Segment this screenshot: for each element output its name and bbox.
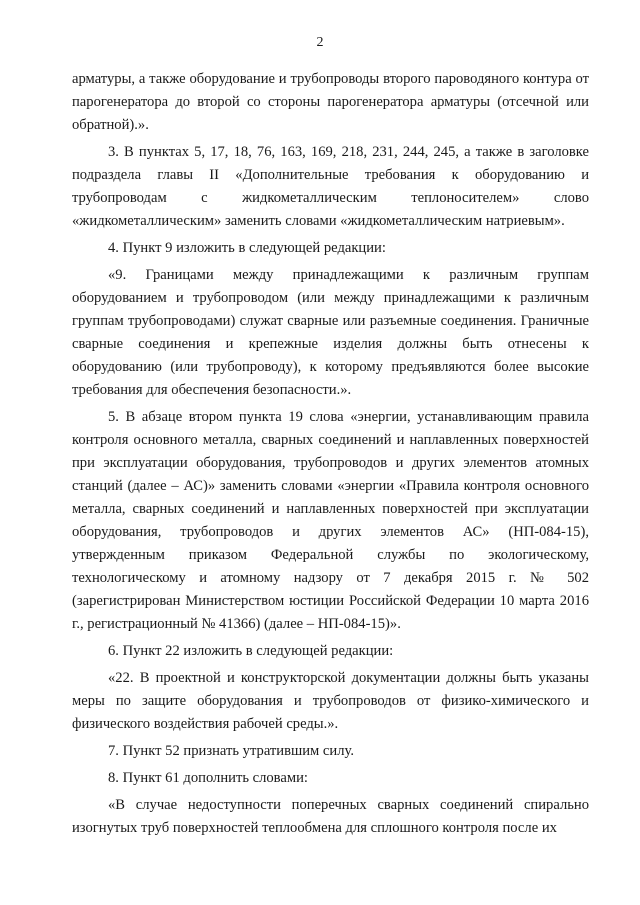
page-number: 2 (316, 35, 324, 50)
paragraph-item-6: 6. Пункт 22 изложить в следующей редакции: (108, 643, 394, 659)
paragraph-item-4: 4. Пункт 9 изложить в следующей редакции: (108, 240, 386, 256)
paragraph-quote-22: «22. В проектной и конструкторской документации должны быть указаны меры по защите оборудования и трубопроводов от физико-химического и физического воздействия рабочей среды.». (72, 670, 589, 732)
document-body (72, 68, 589, 840)
paragraph-item-5: 5. В абзаце втором пункта 19 слова «энергии, устанавливающим правила контроля основного металла, сварных соединений и наплавленных поверхностей при эксплуатации оборудования, трубопроводов и других элементов атомных станций (далее – АС)» заменить словами «энергии «Правила контроля основного металла, сварных соединений и наплавленных поверхностей при эксплуатации оборудования, трубопроводов и других элементов АС» (НП-084-15), утвержденным приказом Федеральной службы по экологическому, технологическому и атомному надзору от 7 декабря 2015 г. № 502 (зарегистрирован Министерством юстиции Российской Федерации 10 марта 2016 г., регистрационный № 41366) (далее – НП-084-15)». (72, 409, 589, 632)
paragraph-item-7: 7. Пункт 52 признать утратившим силу. (108, 743, 354, 759)
paragraph-quote-61: «В случае недоступности поперечных сварных соединений спирально изогнутых труб поверхностей теплообмена для сплошного контроля после их (72, 797, 589, 836)
paragraph-item-3: 3. В пунктах 5, 17, 18, 76, 163, 169, 218, 231, 244, 245, а также в заголовке подраздела главы II «Дополнительные требования к оборудованию и трубопроводам с жидкометаллическим теплоносителем» слово «жидкометаллическим» заменить словами «жидкометаллическим натриевым». (72, 144, 589, 229)
paragraph-item-8: 8. Пункт 61 дополнить словами: (108, 770, 308, 786)
paragraph-quote-9: «9. Границами между принадлежащими к различным группам оборудованием и трубопроводом (или между принадлежащими к различным группам трубопроводами) служат сварные или разъемные соединения. Граничные сварные соединения и крепежные изделия должны быть отнесены к оборудованию (или трубопроводу), к которому предъявляются более высокие требования для обеспечения безопасности.». (72, 267, 589, 398)
paragraph-continuation: арматуры, а также оборудование и трубопроводы второго пароводяного контура от парогенератора до второй со стороны парогенератора арматуры (отсечной или обратной).». (72, 71, 589, 133)
